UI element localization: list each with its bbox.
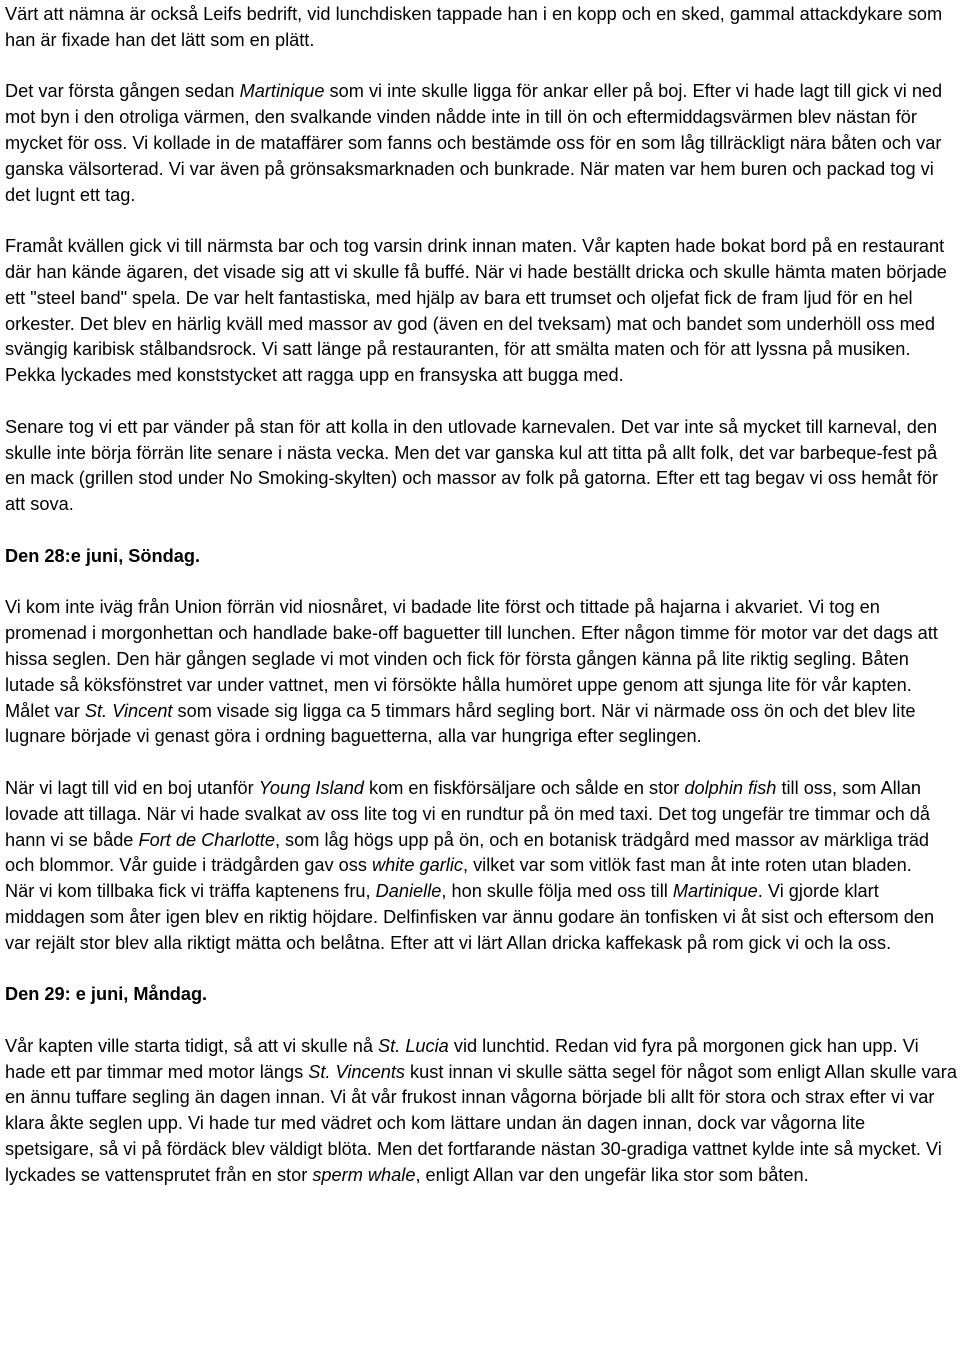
text-segment: Framåt kvällen gick vi till närmsta bar och tog varsin drink innan maten. Vår kapten hade bokat bord på en restaurant där han kände ägaren, det visade sig att vi skulle få buffé. När vi hade beställt dricka och skulle hämta maten började ett "steel band" spela. De var helt fantastiska, med hjälp av bara ett trumset och oljefat fick de fram ljud för en hel orkester. Det blev en härlig kväll med massor av god (även en del tveksam) mat och bandet som underhöll oss med svängig karibisk stålbandsrock. Vi satt länge på restauranten, för att smälta maten och för att lyssna på musiken. Pekka lyckades med konststycket att ragga upp en fransyska att bugga med. <box>5 236 947 386</box>
text-segment: Det var första gången sedan <box>5 81 240 102</box>
text-segment: , vilket var som vitlök fast man åt inte roten utan bladen. <box>462 855 912 876</box>
text-segment: kust innan vi skulle sätta segel för något som enligt Allan skulle vara en ännu tuffare segling än dagen innan. Vi åt vår frukost innan vågorna började bli allt för stora och strax efter vi var klara åkte seglen upp. Vi hade tur med vädret och kom lättare undan än dagen innan, dock var vågorna lite spetsigare, så vi på fördäck blev väldigt blöta. Men det fortfarande nästan 30-gradiga vattnet kylde inte så mycket. Vi lyckades se vattensprutet från en stor <box>5 1061 957 1185</box>
text-segment: Vår kapten ville starta tidigt, så att vi skulle nå <box>5 1035 379 1056</box>
italic-text: Fort de Charlotte <box>138 829 275 850</box>
body-paragraph <box>5 415 957 518</box>
body-paragraph <box>5 79 957 208</box>
italic-text: Young Island <box>258 777 364 798</box>
text-segment: När vi lagt till vid en boj utanför <box>5 777 259 798</box>
italic-text: Martinique <box>239 81 325 102</box>
paragraph-spacer <box>5 570 957 596</box>
paragraph-spacer <box>5 389 957 415</box>
text-segment: kom en fiskförsäljare och sålde en stor <box>363 777 685 798</box>
body-paragraph <box>5 879 957 956</box>
text-segment: som visade sig ligga ca 5 timmars hård segling bort. När vi närmade oss ön och det blev lite lugnare började vi genast göra i ordning baguetterna, alla var hungriga efter seglingen. <box>5 700 916 747</box>
text-segment: till oss, som Allan lovade att tillaga. När vi hade svalkat av oss lite tog vi en rundtur på ön med taxi. Det tog ungefär tre timmar och då hann vi se både <box>5 777 931 850</box>
text-segment: vid lunchtid. Redan vid fyra på morgonen gick han upp. Vi hade ett par timmar med motor längs <box>5 1035 919 1082</box>
text-segment: som vi inte skulle ligga för ankar eller på boj. Efter vi hade lagt till gick vi ned mot byn i den otroliga värmen, den svalkande vinden nådde inte in till ön och eftermiddagsvärmen blev nästan för mycket för oss. Vi kollade in de mataffärer som fanns och bestämde oss för en som låg tillräckligt nära båten och var ganska välsorterad. Vi var även på grönsaksmarknaden och bunkrade. När maten var hem buren och packad tog vi det lugnt ett tag. <box>5 81 943 205</box>
section-heading <box>5 544 957 570</box>
text-segment: Värt att nämna är också Leifs bedrift, vid lunchdisken tappade han i en kopp och en sked, gammal attackdykare som han är fixade han det lätt som en plätt. <box>5 4 943 50</box>
text-segment: , enligt Allan var den ungefär lika stor som båten. <box>415 1164 809 1185</box>
paragraph-spacer <box>5 54 957 80</box>
body-paragraph <box>5 1034 957 1189</box>
paragraph-spacer <box>5 1008 957 1034</box>
body-paragraph <box>5 234 957 389</box>
paragraph-spacer <box>5 518 957 544</box>
italic-text: Danielle <box>375 881 442 902</box>
paragraph-spacer <box>5 750 957 776</box>
italic-text: St. Lucia <box>378 1035 449 1056</box>
text-segment: , som låg högs upp på ön, och en botanisk trädgård med massor av märkliga träd och blommor. Vår guide i trädgården gav oss <box>5 829 930 876</box>
text-segment: , hon skulle följa med oss till <box>441 881 673 902</box>
section-heading <box>5 982 957 1008</box>
text-segment: Senare tog vi ett par vänder på stan för att kolla in den utlovade karnevalen. Det var inte så mycket till karneval, den skulle inte börja förrän lite senare i nästa vecka. Men det var ganska kul att titta på allt folk, det var barbeque-fest på en mack (grillen stod under No Smoking-skylten) och massor av folk på gatorna. Efter ett tag begav vi oss hemåt för att sova. <box>5 416 939 515</box>
italic-text: sperm whale <box>312 1164 416 1185</box>
body-paragraph <box>5 2 957 54</box>
italic-text: Martinique <box>672 881 758 902</box>
text-segment: När vi kom tillbaka fick vi träffa kaptenens fru, <box>5 881 376 902</box>
paragraph-spacer <box>5 208 957 234</box>
italic-text: white garlic <box>371 855 463 876</box>
text-segment: . Vi gjorde klart middagen som åter igen blev en riktig höjdare. Delfinfisken var ännu godare än tonfisken vi åt sist och eftersom den var rejält stor blev alla riktigt mätta och belåtna. Efter att vi lärt Allan dricka kaffekask på rom gick vi och la oss. <box>5 881 935 953</box>
paragraph-spacer <box>5 956 957 982</box>
text-segment: Den 28:e juni, Söndag. <box>5 545 201 566</box>
italic-text: St. Vincents <box>308 1061 405 1082</box>
document-page <box>5 2 957 1189</box>
body-paragraph <box>5 776 957 879</box>
italic-text: dolphin fish <box>684 777 777 798</box>
text-segment: Den 29: e juni, Måndag. <box>5 984 208 1005</box>
text-segment: Vi kom inte iväg från Union förrän vid niosnåret, vi badade lite först och tittade på hajarna i akvariet. Vi tog en promenad i morgonhettan och handlade bake-off baguetter till lunchen. Efter någon timme för motor var det dags att hissa seglen. Den här gången seglade vi mot vinden och fick för första gången känna på lite riktig segling. Båten lutade så köksfönstret var under vattnet, men vi försökte hålla humöret uppe genom att sjunga lite för vår kapten. Målet var <box>5 597 938 721</box>
italic-text: St. Vincent <box>84 700 173 721</box>
body-paragraph <box>5 595 957 750</box>
